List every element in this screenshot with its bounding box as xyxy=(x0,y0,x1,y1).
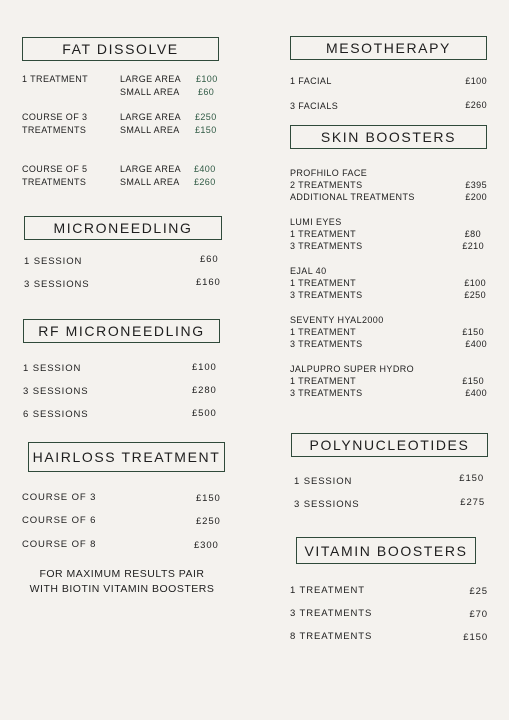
fat-dissolve-price: £60 xyxy=(198,87,215,97)
hairloss-price: £300 xyxy=(194,540,219,551)
rf-microneedling-label: 1 SESSION xyxy=(23,363,82,374)
skin-booster-label: 1 TREATMENT xyxy=(290,376,357,386)
skin-boosters-heading xyxy=(290,125,487,149)
rf-microneedling-price: £280 xyxy=(192,385,217,396)
microneedling-label: 1 SESSION xyxy=(24,256,83,267)
mesotherapy-price: £260 xyxy=(465,100,487,110)
vitamin-boosters-label: 8 TREATMENTS xyxy=(290,631,373,642)
skin-booster-label: 3 TREATMENTS xyxy=(290,388,363,398)
fat-dissolve-price: £100 xyxy=(196,74,218,84)
fat-dissolve-area: SMALL AREA xyxy=(120,125,180,135)
rf-microneedling-title: RF MICRONEEDLING xyxy=(38,323,205,339)
skin-booster-label: 3 TREATMENTS xyxy=(290,339,363,349)
hairloss-label: COURSE OF 8 xyxy=(22,539,97,550)
fat-dissolve-area: SMALL AREA xyxy=(120,87,180,97)
mesotherapy-label: 3 FACIALS xyxy=(290,101,339,111)
hairloss-label: COURSE OF 3 xyxy=(22,492,97,503)
rf-microneedling-label: 6 SESSIONS xyxy=(23,409,89,420)
mesotherapy-heading xyxy=(290,36,487,60)
skin-booster-price: £250 xyxy=(464,290,486,300)
fat-dissolve-area: SMALL AREA xyxy=(120,177,180,187)
fat-dissolve-price: £250 xyxy=(195,112,217,122)
hairloss-note xyxy=(12,567,232,597)
skin-booster-name: SEVENTY HYAL2000 xyxy=(290,315,384,325)
polynucleotides-price: £150 xyxy=(459,473,484,484)
skin-booster-price: £400 xyxy=(465,388,487,398)
fat-dissolve-label: COURSE OF 3 xyxy=(22,112,88,122)
skin-booster-price: £150 xyxy=(462,327,484,337)
rf-microneedling-price: £500 xyxy=(192,408,217,419)
rf-microneedling-heading xyxy=(23,319,220,343)
skin-booster-price: £395 xyxy=(465,180,487,190)
skin-booster-label: 1 TREATMENT xyxy=(290,229,357,239)
vitamin-boosters-price: £25 xyxy=(469,586,488,597)
skin-booster-price: £200 xyxy=(465,192,487,202)
polynucleotides-label: 3 SESSIONS xyxy=(294,499,360,510)
skin-booster-price: £400 xyxy=(465,339,487,349)
fat-dissolve-price: £260 xyxy=(194,177,216,187)
skin-booster-name: JALPUPRO SUPER HYDRO xyxy=(290,364,415,374)
fat-dissolve-label: TREATMENTS xyxy=(22,177,87,187)
hairloss-title: HAIRLOSS TREATMENT xyxy=(32,449,221,465)
rf-microneedling-price: £100 xyxy=(192,362,217,373)
vitamin-boosters-label: 1 TREATMENT xyxy=(290,585,365,596)
polynucleotides-label: 1 SESSION xyxy=(294,476,353,487)
mesotherapy-title: MESOTHERAPY xyxy=(326,40,451,56)
microneedling-price: £160 xyxy=(196,277,221,288)
vitamin-boosters-label: 3 TREATMENTS xyxy=(290,608,373,619)
hairloss-price: £250 xyxy=(196,516,221,527)
skin-booster-name: PROFHILO FACE xyxy=(290,168,368,178)
vitamin-boosters-price: £150 xyxy=(463,632,488,643)
hairloss-note-line-1: FOR MAXIMUM RESULTS PAIR xyxy=(39,568,205,580)
fat-dissolve-area: LARGE AREA xyxy=(120,74,182,84)
mesotherapy-price: £100 xyxy=(465,76,487,86)
skin-booster-name: EJAL 40 xyxy=(290,266,327,276)
hairloss-label: COURSE OF 6 xyxy=(22,515,97,526)
skin-booster-price: £100 xyxy=(464,278,486,288)
skin-booster-name: LUMI EYES xyxy=(290,217,342,227)
vitamin-boosters-title: VITAMIN BOOSTERS xyxy=(304,542,468,559)
fat-dissolve-label: COURSE OF 5 xyxy=(22,164,88,174)
fat-dissolve-label: 1 TREATMENT xyxy=(22,74,89,84)
skin-booster-label: 1 TREATMENT xyxy=(290,327,357,337)
skin-boosters-title: SKIN BOOSTERS xyxy=(320,129,457,145)
vitamin-boosters-heading xyxy=(296,537,476,564)
skin-booster-price: £150 xyxy=(462,376,484,386)
skin-booster-label: ADDITIONAL TREATMENTS xyxy=(290,192,415,202)
skin-booster-label: 3 TREATMENTS xyxy=(290,290,363,300)
skin-booster-label: 3 TREATMENTS xyxy=(290,241,363,251)
vitamin-boosters-price: £70 xyxy=(469,609,488,620)
fat-dissolve-price: £400 xyxy=(194,164,216,174)
hairloss-note-line-2: WITH BIOTIN VITAMIN BOOSTERS xyxy=(29,583,215,595)
polynucleotides-price: £275 xyxy=(460,497,485,508)
hairloss-heading xyxy=(28,442,225,472)
microneedling-price: £60 xyxy=(200,254,219,265)
fat-dissolve-heading xyxy=(22,37,219,61)
skin-booster-label: 1 TREATMENT xyxy=(290,278,357,288)
skin-booster-price: £80 xyxy=(464,229,481,239)
microneedling-label: 3 SESSIONS xyxy=(24,279,90,290)
polynucleotides-title: POLYNUCLEOTIDES xyxy=(309,437,470,453)
microneedling-title: MICRONEEDLING xyxy=(53,220,193,236)
fat-dissolve-area: LARGE AREA xyxy=(120,164,182,174)
fat-dissolve-title: FAT DISSOLVE xyxy=(62,41,179,57)
microneedling-heading xyxy=(24,216,222,240)
mesotherapy-label: 1 FACIAL xyxy=(290,76,332,86)
fat-dissolve-label: TREATMENTS xyxy=(22,125,87,135)
skin-booster-price: £210 xyxy=(462,241,484,251)
fat-dissolve-area: LARGE AREA xyxy=(120,112,182,122)
hairloss-price: £150 xyxy=(196,493,221,504)
skin-booster-label: 2 TREATMENTS xyxy=(290,180,363,190)
rf-microneedling-label: 3 SESSIONS xyxy=(23,386,89,397)
polynucleotides-heading xyxy=(291,433,488,457)
fat-dissolve-price: £150 xyxy=(195,125,217,135)
